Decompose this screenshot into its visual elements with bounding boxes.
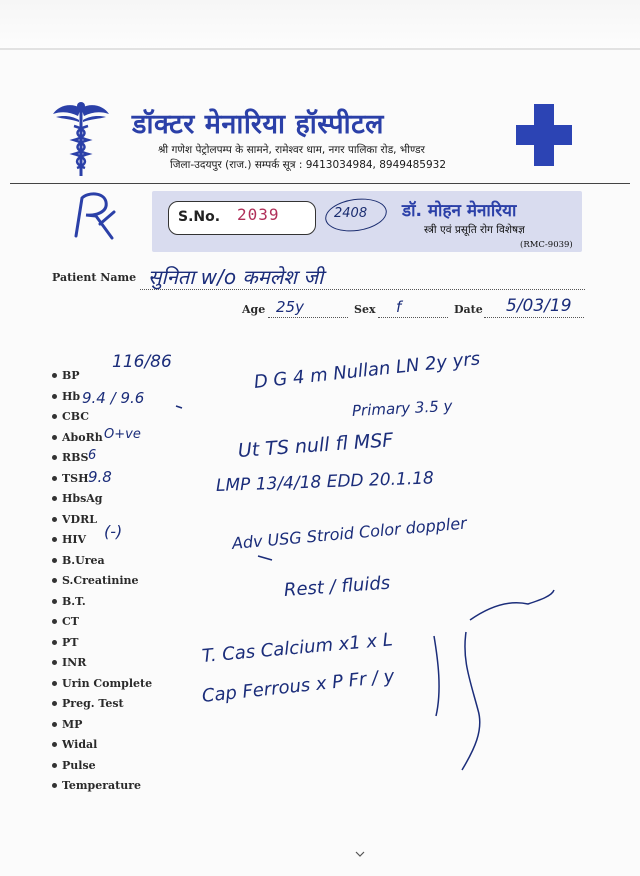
age-line	[268, 316, 348, 318]
test-item: BP	[52, 369, 80, 382]
test-item: HIV	[52, 533, 86, 546]
test-item: TSH	[52, 472, 89, 485]
patient-name-label: Patient Name	[52, 271, 137, 284]
test-item: Hb	[52, 390, 80, 403]
rx-icon	[66, 188, 122, 244]
header-rule	[10, 183, 630, 184]
doctor-name: डॉ. मोहन मेनारिया	[402, 201, 517, 221]
note-line: Ut TS null fl MSF	[237, 429, 394, 462]
aborh-value: O+ve	[104, 427, 141, 442]
note-line: D G 4 m Nullan LN 2y yrs	[252, 348, 482, 393]
test-item: B.T.	[52, 595, 86, 608]
caduceus-icon	[52, 100, 110, 178]
hospital-name: डॉक्टर मेनारिया हॉस्पीटल	[132, 109, 384, 140]
serial-number-label: S.No.	[178, 209, 221, 225]
test-item: INR	[52, 656, 86, 669]
date-label: Date	[454, 303, 483, 316]
medical-cross-icon	[516, 104, 572, 166]
sex-line	[378, 316, 448, 318]
test-item: HbsAg	[52, 492, 103, 505]
hospital-contact: जिला-उदयपुर (राज.) सम्पर्क सूत्र : 9413034984, 8949485932	[170, 159, 447, 171]
note-line: LMP 13/4/18 EDD 20.1.18	[215, 468, 435, 496]
test-item: RBS	[52, 451, 88, 464]
test-item: Pulse	[52, 759, 96, 772]
tsh-value: 9.8	[88, 468, 112, 486]
hiv-value: (-)	[104, 522, 123, 541]
note-line: Adv USG Stroid Color doppler	[231, 513, 468, 553]
test-item: VDRL	[52, 513, 97, 526]
bp-value: 116/86	[112, 352, 172, 372]
paper-edge	[0, 48, 640, 50]
sex-value: f	[396, 298, 402, 316]
note-line: Rest / fluids	[283, 572, 391, 601]
test-item: CBC	[52, 410, 89, 423]
hb-value: 9.4 / 9.6	[82, 389, 145, 407]
date-value: 5/03/19	[506, 296, 572, 316]
test-item: B.Urea	[52, 554, 105, 567]
rbs-value: 6	[88, 448, 97, 463]
test-item: CT	[52, 615, 79, 628]
sex-label: Sex	[354, 303, 376, 316]
test-item: S.Creatinine	[52, 574, 139, 587]
doctor-specialty: स्त्री एवं प्रसूति रोग विशेषज्ञ	[424, 224, 525, 236]
test-item: MP	[52, 718, 82, 731]
test-item: Widal	[52, 738, 97, 751]
age-value: 25y	[276, 298, 304, 316]
note-line: Cap Ferrous x P Fr / y	[200, 665, 396, 707]
patient-name-value: सुनिता w/o कमलेश जी	[148, 265, 324, 289]
circled-note-text: 2408	[334, 206, 368, 221]
test-item: Temperature	[52, 779, 141, 792]
scan-margin	[0, 0, 640, 50]
test-item: AboRh	[52, 431, 103, 444]
serial-number-value: 2039	[237, 205, 280, 224]
test-item: PT	[52, 636, 78, 649]
note-line: T. Cas Calcium x1 x L	[201, 629, 394, 667]
age-label: Age	[242, 303, 266, 316]
hospital-address: श्री गणेश पेट्रोलपम्प के सामने, रामेश्वर धाम, नगर पालिका रोड, भीण्डर	[158, 144, 425, 156]
note-line: Primary 3.5 y	[351, 396, 453, 420]
doctor-registration: (RMC-9039)	[520, 240, 573, 250]
date-line	[484, 316, 584, 318]
test-item: Preg. Test	[52, 697, 124, 710]
test-item: Urin Complete	[52, 677, 152, 690]
